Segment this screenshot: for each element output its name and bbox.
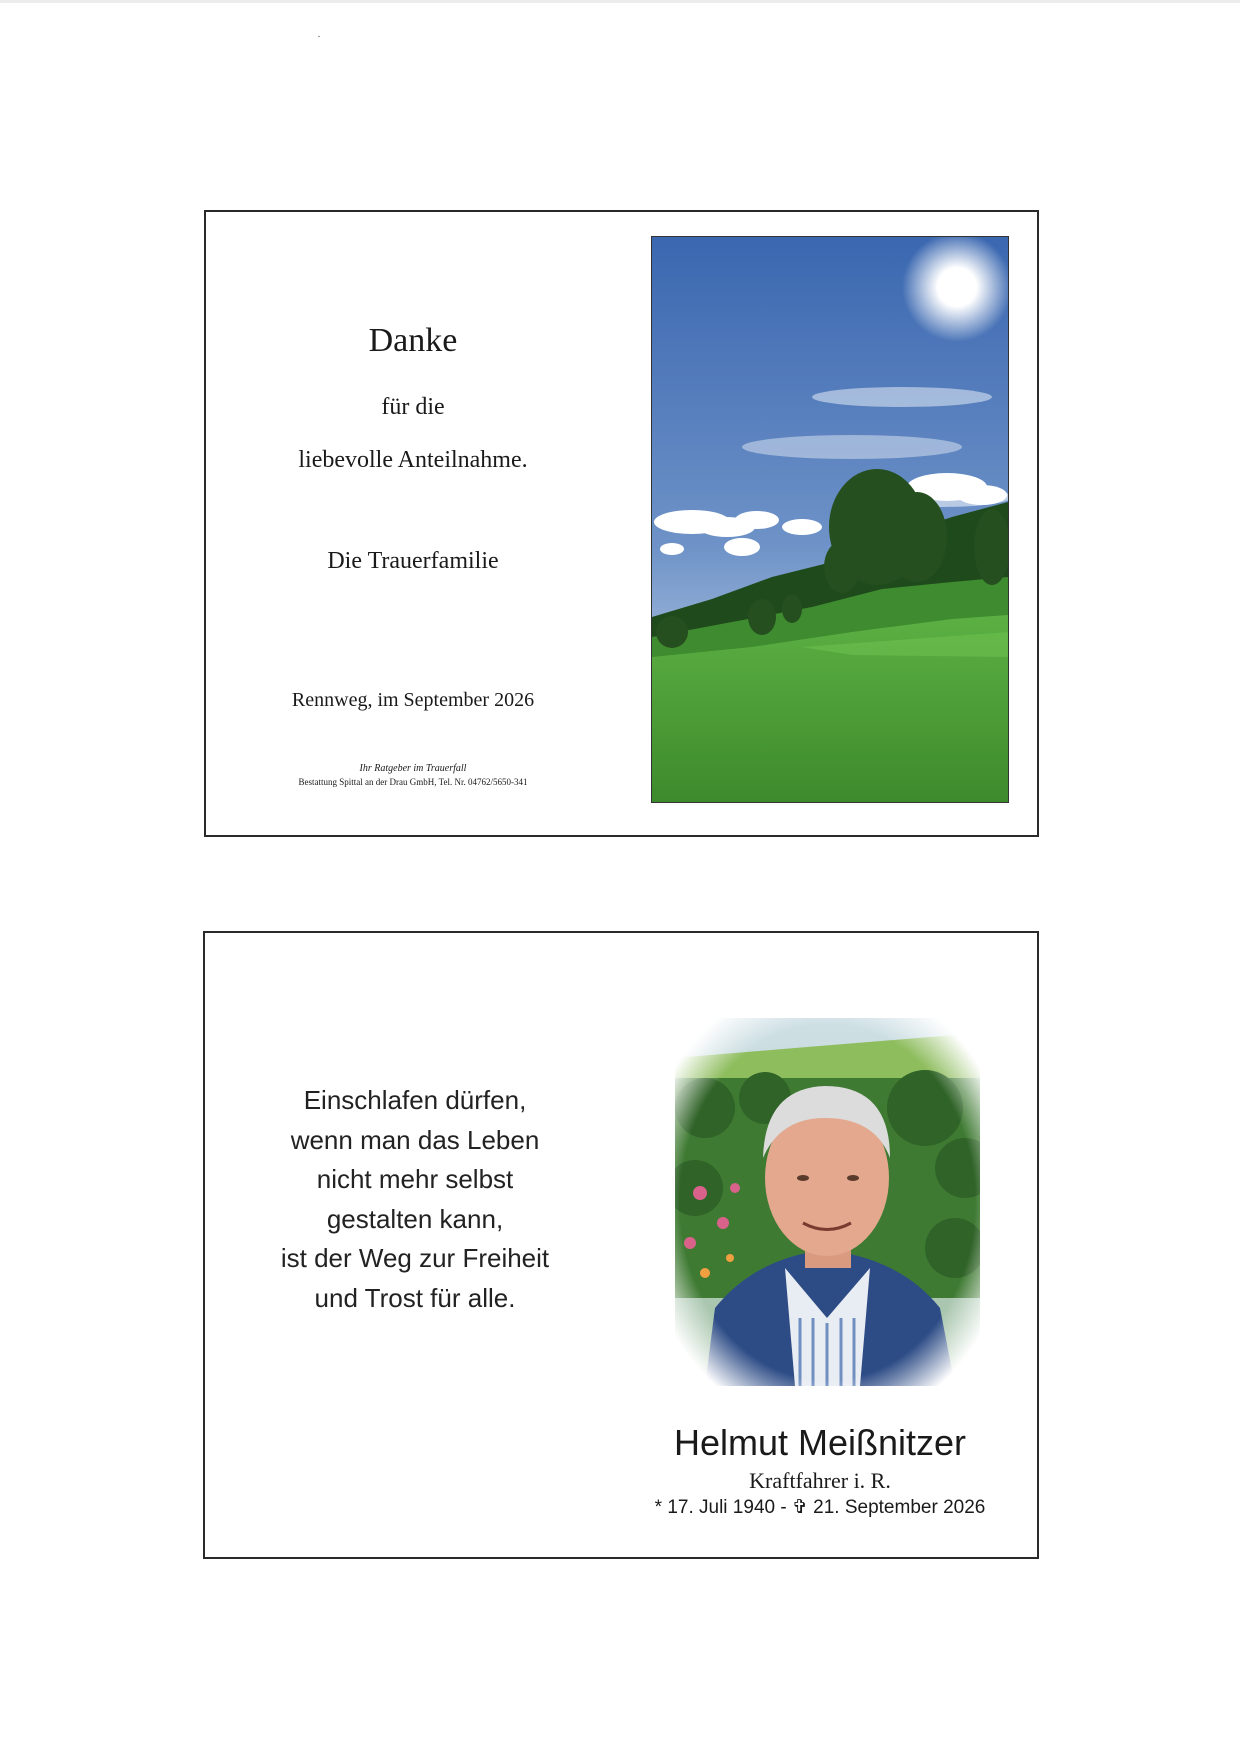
- family-signature: Die Trauerfamilie: [327, 548, 499, 574]
- quote-line: gestalten kann,: [326, 1203, 504, 1234]
- landscape-photo: [651, 236, 1009, 803]
- memorial-card: [203, 931, 1039, 1559]
- scan-edge: [0, 0, 1240, 3]
- thanks-heading: Danke: [368, 322, 458, 359]
- thanks-card: [204, 210, 1039, 837]
- quote-line: nicht mehr selbst: [316, 1164, 514, 1194]
- portrait-photo: [675, 1018, 980, 1386]
- quote-line: ist der Weg zur Freiheit: [280, 1243, 550, 1273]
- undertaker-slogan: Ihr Ratgeber im Trauerfall: [359, 763, 467, 774]
- deceased-name: Helmut Meißnitzer: [673, 1422, 967, 1463]
- memorial-quote: [215, 1081, 615, 1318]
- quote-line: Einschlafen dürfen,: [303, 1085, 527, 1115]
- deceased-occupation: Kraftfahrer i. R.: [749, 1468, 891, 1493]
- place-date: Rennweg, im September 2026: [291, 689, 535, 711]
- quote-line: und Trost für alle.: [314, 1282, 516, 1313]
- life-dates: * 17. Juli 1940 - ✞ 21. September 2026: [654, 1497, 986, 1518]
- quote-line: wenn man das Leben: [290, 1124, 540, 1155]
- scan-speck: [318, 36, 320, 37]
- thanks-line-1: für die: [381, 394, 445, 420]
- thanks-line-2: liebevolle Anteilnahme.: [298, 447, 528, 473]
- undertaker-company: Bestattung Spittal an der Drau GmbH, Tel. Nr. 04762/5650-341: [298, 777, 528, 787]
